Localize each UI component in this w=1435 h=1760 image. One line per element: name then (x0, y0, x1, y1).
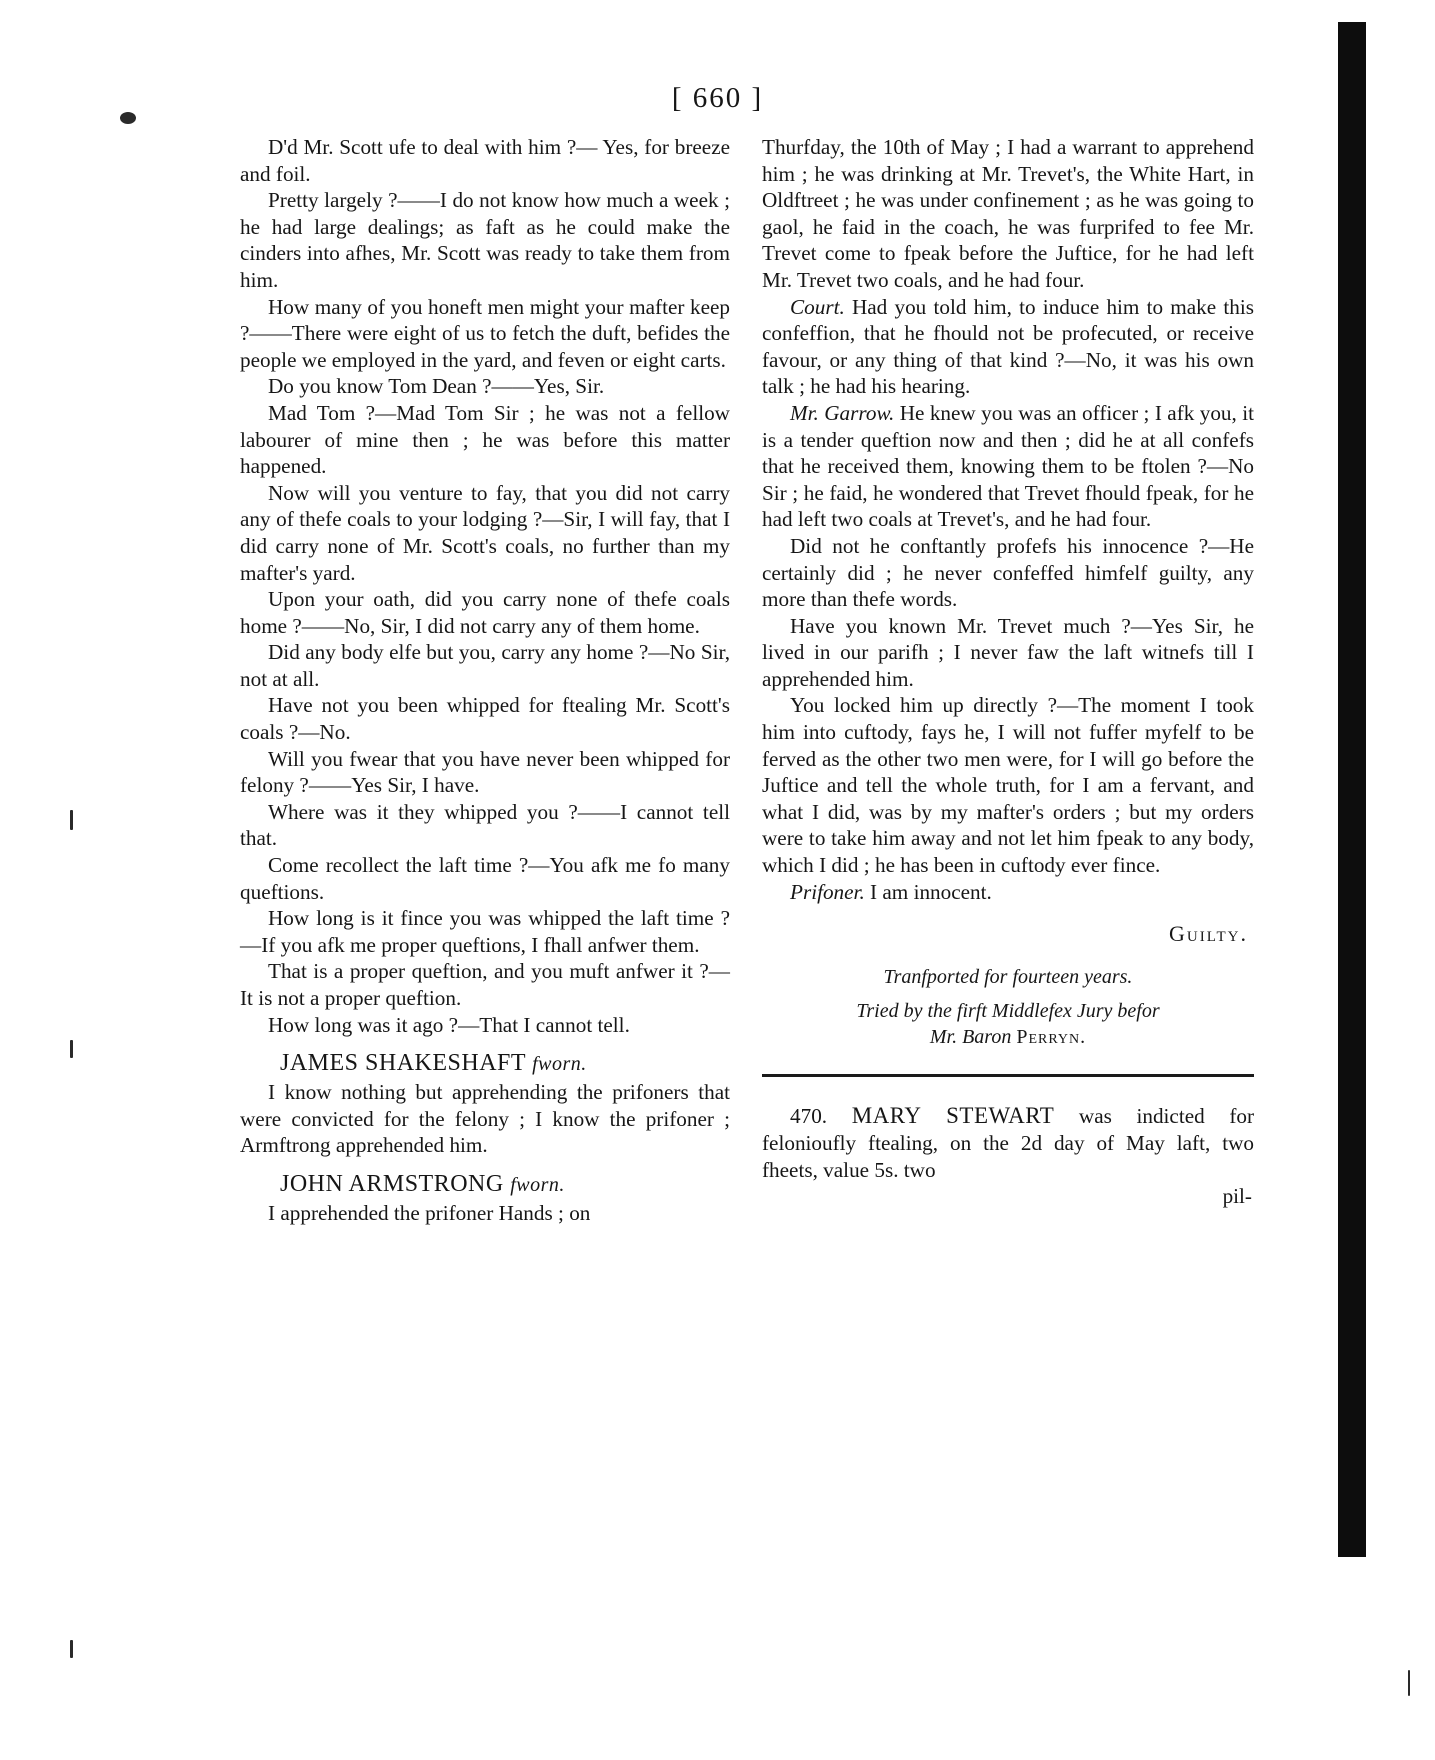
speaker-label: Mr. Garrow. (790, 400, 895, 425)
witness-name: JOHN ARMSTRONG (280, 1170, 504, 1197)
qa-paragraph: You locked him up directly ?—The moment I took him into cuftody, fays he, I will not fuffer myfelf to be ferved as the other two men were, for I will go before the Juftice and tell the whole truth, for I am a fervant, and what I did, was by my mafter's orders ; but my orders were to take him away and not let him fpeak to any body, which I did ; he has been in cuftody ever fince. (762, 693, 1254, 878)
scan-mark (70, 1040, 73, 1058)
right-column (762, 134, 1254, 1210)
qa-paragraph: How long is it fince you was whipped the laft time ?—If you afk me proper queftions, I fhall anfwer them. (240, 906, 730, 957)
qa-paragraph: Upon your oath, did you carry none of thefe coals home ?——No, Sir, I did not carry any of them home. (240, 587, 730, 638)
witness-heading (240, 1169, 730, 1200)
continued-testimony: Thurfday, the 10th of May ; I had a warrant to apprehend him ; he was drinking at Mr. Trevet's, the White Hart, in Oldftreet ; he was under confinement ; as he was going to gaol, he faid in the coach, he was furprifed to fee Mr. Trevet come to fpeak before the Juftice, for he had left Mr. Trevet two coals, and he had four. (762, 135, 1254, 292)
page-edge-shadow (1338, 22, 1366, 1557)
qa-paragraph: Have not you been whipped for ftealing Mr. Scott's coals ?—No. (240, 693, 730, 745)
case-number: 470. (790, 1104, 828, 1129)
witness-heading (240, 1048, 730, 1079)
trial-note (762, 998, 1254, 1050)
left-column (240, 134, 730, 1227)
qa-paragraph: Now will you venture to fay, that you did not carry any of thefe coals to your lodging ?—Sir, I will fay, that I did carry none of Mr. Scott's coals, no further than my mafter's yard. (240, 480, 730, 585)
witness-testimony: I apprehended the prifoner Hands ; on (268, 1200, 591, 1225)
qa-paragraph: How many of you honeft men might your mafter keep ?——There were eight of us to fetch the duft, befides the people we employed in the yard, and feven or eight carts. (240, 294, 730, 372)
catchword: pil- (1222, 1184, 1252, 1209)
page-number: [ 660 ] (671, 82, 764, 114)
scan-mark (1408, 1670, 1410, 1696)
trial-judge (762, 1024, 1254, 1050)
qa-paragraph: That is a proper queftion, and you muft anfwer it ?—It is not a proper queftion. (240, 959, 730, 1010)
speaker-label: Court. (790, 294, 845, 319)
speaker-label: Prifoner. (790, 879, 865, 904)
witness-testimony: I know nothing but apprehending the prifoners that were convicted for the felony ; I know the prifoner ; Armftrong apprehended him. (240, 1080, 730, 1158)
judge-name: Perryn. (1016, 1026, 1087, 1049)
qa-paragraph: Did not he conftantly profefs his innocence ?—He certainly did ; he never confeffed himfelf guilty, any more than thefe words. (762, 533, 1254, 612)
scan-mark (70, 810, 73, 830)
case-name: MARY STEWART (851, 1103, 1055, 1129)
judge-title: Mr. Baron (929, 1026, 1012, 1049)
verdict: Guilty. (1169, 921, 1248, 947)
qa-paragraph: Come recollect the laft time ?—You afk me fo many queftions. (240, 853, 730, 904)
qa-paragraph: How long was it ago ?—That I cannot tell. (268, 1012, 630, 1037)
witness-name: JAMES SHAKESHAFT (280, 1050, 526, 1077)
speaker-text: Had you told him, to induce him to make this confeffion, that he fhould not be profecuted, or receive favour, or any thing of that kind ?—No, it was his own talk ; he had his hearing. (762, 294, 1255, 399)
scan-mark (70, 1640, 73, 1658)
prisoner-statement (762, 879, 1254, 906)
qa-paragraph: Did any body elfe but you, carry any home ?—No Sir, not at all. (240, 640, 730, 691)
speaker-text: I am innocent. (870, 879, 992, 904)
case-text: was indicted for felonioufly ftealing, on the 2d day of May laft, two fheets, value 5s. two (762, 1104, 1255, 1182)
qa-paragraph: Have you known Mr. Trevet much ?—Yes Sir, he lived in our parifh ; I never faw the laft witnefs till I apprehended him. (762, 613, 1254, 691)
qa-paragraph: D'd Mr. Scott ufe to deal with him ?— Yes, for breeze and foil. (240, 135, 730, 186)
sworn-label: fworn. (532, 1053, 587, 1076)
ink-blot (120, 112, 136, 124)
qa-paragraph: Where was it they whipped you ?——I cannot tell that. (240, 799, 730, 851)
qa-paragraph: Pretty largely ?——I do not know how much a week ; he had large dealings; as faft as he could make the cinders into afhes, Mr. Scott was ready to take them from him. (240, 188, 730, 292)
counsel-question (762, 400, 1254, 533)
trial-jury: Tried by the firft Middlefex Jury befor (856, 1000, 1160, 1023)
sworn-label: fworn. (510, 1173, 565, 1196)
qa-paragraph: Do you know Tom Dean ?——Yes, Sir. (268, 374, 605, 399)
sentence: Tranfported for fourteen years. (883, 965, 1133, 988)
speaker-text: He knew you was an officer ; I afk you, it is a tender queftion now and then ; did he at all confefs that he received them, knowing them to be ftolen ?—No Sir ; he faid, he wondered that Trevet fhould fpeak, for he had left two coals at Trevet's, and he had four. (762, 400, 1254, 532)
qa-paragraph: Will you fwear that you have never been whipped for felony ?——Yes Sir, I have. (240, 746, 730, 798)
qa-paragraph: Mad Tom ?—Mad Tom Sir ; he was not a fellow labourer of mine then ; he was before this matter happened. (240, 400, 730, 479)
section-divider (762, 1074, 1254, 1077)
next-case (762, 1103, 1254, 1183)
court-question (762, 294, 1254, 400)
